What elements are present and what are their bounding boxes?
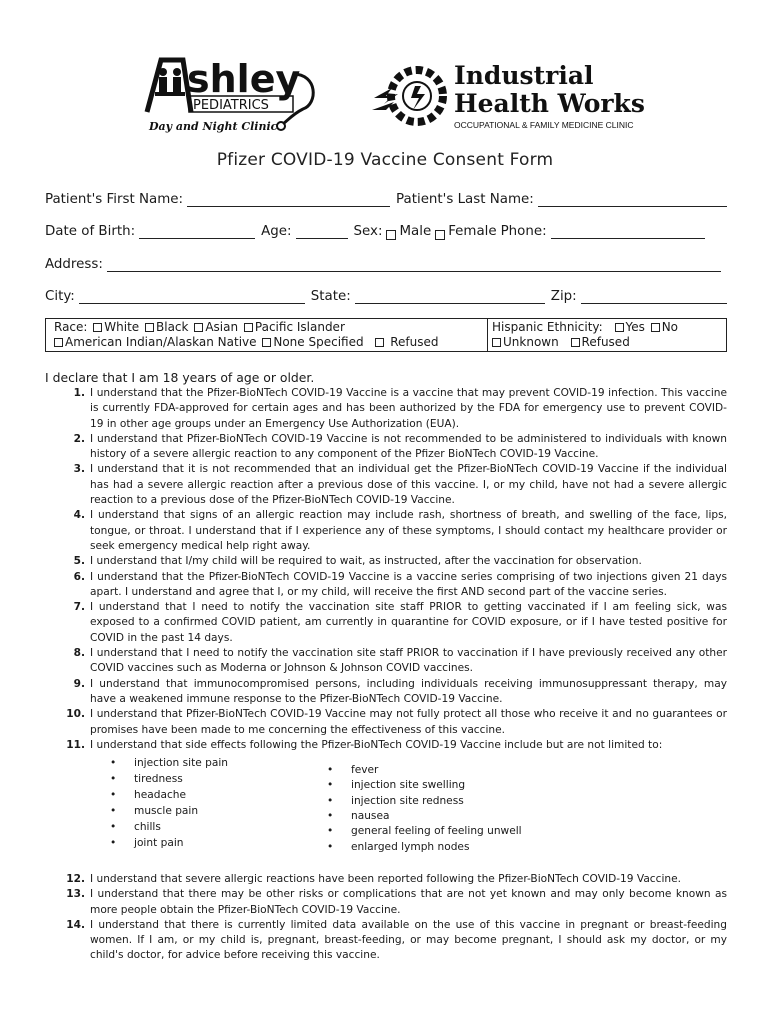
address-label: Address: bbox=[45, 257, 103, 272]
statement-number: 7. bbox=[73, 601, 85, 614]
list-item: • general feeling of feeling unwell bbox=[327, 824, 522, 839]
city-label: City: bbox=[45, 289, 75, 304]
statement-9 bbox=[45, 677, 727, 708]
city-row bbox=[45, 289, 727, 304]
hispanic-unknown-checkbox[interactable] bbox=[492, 338, 501, 347]
statement-text: I understand that it is not recommended that an individual get the Pfizer-BioNTech COVID-19 Vaccine if the individual has had a severe allergic reaction after a previous dose of this vaccine. I, or my child, have not had a severe allergic reaction to a previous dose of the Pfizer-BioNTech COVID-19 Vaccine. bbox=[90, 463, 727, 507]
phone-field[interactable] bbox=[551, 227, 705, 239]
statement-text: I understand that immunocompromised persons, including individuals receiving immunosuppressant therapy, may have a weakened immune response to the Pfizer-BioNTech COVID-19 Vaccine. bbox=[90, 677, 727, 705]
statement-number: 8. bbox=[73, 647, 85, 660]
hispanic-box bbox=[488, 318, 727, 352]
statement-10 bbox=[45, 707, 727, 738]
ihw-tag-text: OCCUPATIONAL & FAMILY MEDICINE CLINIC bbox=[454, 120, 634, 130]
page-title: Pfizer COVID-19 Vaccine Consent Form bbox=[216, 150, 554, 170]
statement-text: I understand that side effects following the Pfizer-BioNTech COVID-19 Vaccine include but are not limited to: bbox=[90, 738, 663, 751]
age-field[interactable] bbox=[296, 227, 348, 239]
statement-number: 13. bbox=[66, 888, 85, 901]
statement-number: 10. bbox=[66, 708, 85, 721]
statement-number: 14. bbox=[66, 918, 85, 931]
statement-number: 3. bbox=[73, 463, 85, 476]
race-black-label: Black bbox=[156, 320, 189, 334]
statement-number: 5. bbox=[73, 555, 85, 568]
zip-label: Zip: bbox=[550, 289, 577, 304]
side-effects-list bbox=[45, 755, 727, 855]
hispanic-unknown-label: Unknown bbox=[503, 335, 559, 349]
female-label: Female bbox=[448, 224, 497, 239]
ashley-pediatrics-logo bbox=[143, 54, 323, 134]
ihw-line2-text: Health Works bbox=[454, 89, 645, 118]
race-native-checkbox[interactable] bbox=[54, 338, 63, 347]
list-item: • injection site swelling bbox=[327, 778, 522, 793]
statement-text: I understand that the Pfizer-BioNTech COVID-19 Vaccine is a vaccine series comprising of two injections given 21 days apart. I understand and agree that I, or my child, will receive the first AND second part of the vaccine series. bbox=[90, 570, 727, 598]
side-effects-left bbox=[110, 755, 228, 851]
first-name-label: Patient's First Name: bbox=[45, 192, 183, 207]
female-checkbox[interactable] bbox=[435, 230, 445, 240]
age-declaration: I declare that I am 18 years of age or older. bbox=[45, 370, 315, 385]
statement-text: I understand that there is currently limited data available on the use of this vaccine in pregnant or breast-feeding women. If I am, or my child is, pregnant, breast-feeding, or may become pregnant, I should ask my doctor, or my child's doctor, for advice before receiving this vaccine. bbox=[90, 918, 727, 962]
list-item: • fever bbox=[327, 763, 522, 778]
ashley-sub-text: PEDIATRICS bbox=[193, 98, 269, 113]
demographics-box bbox=[45, 318, 727, 352]
statement-14 bbox=[45, 918, 727, 964]
statement-number: 2. bbox=[73, 432, 85, 445]
race-refused-checkbox[interactable] bbox=[375, 338, 384, 347]
race-white-checkbox[interactable] bbox=[93, 323, 102, 332]
list-item: • injection site redness bbox=[327, 794, 522, 809]
statement-text: I understand that I need to notify the vaccination site staff PRIOR to vaccination if I have previously received any other COVID vaccines such as Moderna or Johnson & Johnson COVID vaccines. bbox=[90, 647, 727, 675]
race-pacific-label: Pacific Islander bbox=[254, 320, 345, 334]
zip-field[interactable] bbox=[581, 292, 727, 304]
state-label: State: bbox=[310, 289, 351, 304]
race-asian-label: Asian bbox=[205, 320, 239, 334]
ashley-name-text: shley bbox=[187, 57, 301, 101]
list-item: • headache bbox=[110, 787, 228, 803]
consent-statements-continued bbox=[45, 872, 727, 964]
statement-11 bbox=[45, 738, 727, 753]
list-item: • chills bbox=[110, 819, 228, 835]
dob-row bbox=[45, 224, 727, 239]
statement-number: 6. bbox=[73, 570, 85, 583]
statement-text: I understand that severe allergic reactions have been reported following the Pfizer-BioNTech COVID-19 Vaccine. bbox=[90, 873, 682, 885]
city-field[interactable] bbox=[79, 292, 305, 304]
male-label: Male bbox=[399, 224, 432, 239]
list-item: • muscle pain bbox=[110, 803, 228, 819]
side-effects-right bbox=[327, 763, 522, 855]
statement-1 bbox=[45, 386, 727, 432]
address-row bbox=[45, 257, 727, 272]
sex-label: Sex: bbox=[353, 224, 383, 239]
hispanic-no-checkbox[interactable] bbox=[651, 323, 660, 332]
address-field[interactable] bbox=[107, 260, 721, 272]
statement-6 bbox=[45, 570, 727, 601]
race-asian-checkbox[interactable] bbox=[194, 323, 203, 332]
male-checkbox[interactable] bbox=[386, 230, 396, 240]
statement-text: I understand that I need to notify the vaccination site staff PRIOR to getting vaccinated if I am feeling sick, was exposed to a confirmed COVID patient, am currently in quarantine for COVID exposure, or if I have tested positive for COVID in the past 14 days. bbox=[90, 601, 727, 644]
statement-text: I understand that there may be other risks or complications that are not yet known and may only become known as more people obtain the Pfizer-BioNTech COVID-19 Vaccine. bbox=[90, 888, 727, 916]
race-native-label: American Indian/Alaskan Native bbox=[65, 335, 257, 349]
statement-7 bbox=[45, 600, 727, 646]
hispanic-refused-checkbox[interactable] bbox=[571, 338, 580, 347]
race-none-checkbox[interactable] bbox=[262, 338, 271, 347]
last-name-field[interactable] bbox=[538, 195, 727, 207]
statement-text: I understand that I/my child will be required to wait, as instructed, after the vaccination for observation. bbox=[90, 555, 642, 568]
age-label: Age: bbox=[261, 224, 292, 239]
race-black-checkbox[interactable] bbox=[145, 323, 154, 332]
statement-2 bbox=[45, 432, 727, 463]
statement-number: 12. bbox=[66, 873, 85, 885]
statement-13 bbox=[45, 887, 727, 918]
race-white-label: White bbox=[104, 320, 140, 334]
hispanic-yes-label: Yes bbox=[625, 320, 645, 334]
statement-text: I understand that Pfizer-BioNTech COVID-19 Vaccine may not fully protect all those who receive it and no guarantees or promises have been made to me concerning the effectiveness of this vaccine. bbox=[90, 708, 727, 736]
ashley-tag-text: Day and Night Clinic bbox=[149, 120, 278, 133]
statement-number: 1. bbox=[73, 387, 85, 399]
race-refused-label: Refused bbox=[390, 335, 439, 349]
statement-text: I understand that Pfizer-BioNTech COVID-19 Vaccine is not recommended to be administered to individuals with known history of a severe allergic reaction to any component of the Pfizer BioNTech COVID-19 Vaccine. bbox=[90, 432, 727, 461]
race-label: Race: bbox=[54, 320, 88, 334]
list-item: • joint pain bbox=[110, 835, 228, 851]
statement-number: 9. bbox=[73, 677, 85, 690]
phone-label: Phone: bbox=[500, 224, 547, 239]
consent-statements bbox=[45, 386, 727, 855]
race-none-label: None Specified bbox=[273, 335, 364, 349]
hispanic-label: Hispanic Ethnicity: bbox=[492, 320, 603, 334]
first-name-field[interactable] bbox=[187, 195, 390, 207]
statement-4 bbox=[45, 508, 727, 554]
statement-number: 11. bbox=[66, 738, 85, 751]
list-item: • injection site pain bbox=[110, 755, 228, 771]
statement-12 bbox=[45, 872, 727, 887]
list-item: • nausea bbox=[327, 809, 522, 824]
dob-field[interactable] bbox=[139, 227, 255, 239]
hispanic-yes-checkbox[interactable] bbox=[615, 323, 624, 332]
dob-label: Date of Birth: bbox=[45, 224, 136, 239]
industrial-health-works-logo bbox=[372, 58, 662, 134]
statement-number: 4. bbox=[73, 509, 85, 522]
name-row bbox=[45, 192, 727, 207]
hispanic-no-label: No bbox=[661, 320, 679, 334]
statement-3 bbox=[45, 462, 727, 508]
race-pacific-checkbox[interactable] bbox=[244, 323, 253, 332]
list-item: • tiredness bbox=[110, 771, 228, 787]
race-box bbox=[45, 318, 488, 352]
ihw-line1-text: Industrial bbox=[454, 61, 594, 90]
list-item: • enlarged lymph nodes bbox=[327, 840, 522, 855]
statement-text: I understand that signs of an allergic reaction may include rash, shortness of breath, and swelling of the face, lips, tongue, or throat. I understand that if I experience any of these symptoms, I should contact my healthcare provider or seek emergency medical help right away. bbox=[90, 509, 727, 552]
hispanic-refused-label: Refused bbox=[581, 335, 630, 349]
last-name-label: Patient's Last Name: bbox=[396, 192, 534, 207]
statement-8 bbox=[45, 646, 727, 677]
statement-text: I understand that the Pfizer-BioNTech COVID-19 Vaccine is a vaccine that may prevent COVID-19 infection. This vaccine is currently FDA-approved for certain ages and has been authorized by the FDA for emergency use to prevent COVID-19 in other age groups under an Emergency Use Authorization (EUA). bbox=[90, 387, 727, 430]
statement-5 bbox=[45, 554, 727, 569]
state-field[interactable] bbox=[355, 292, 545, 304]
